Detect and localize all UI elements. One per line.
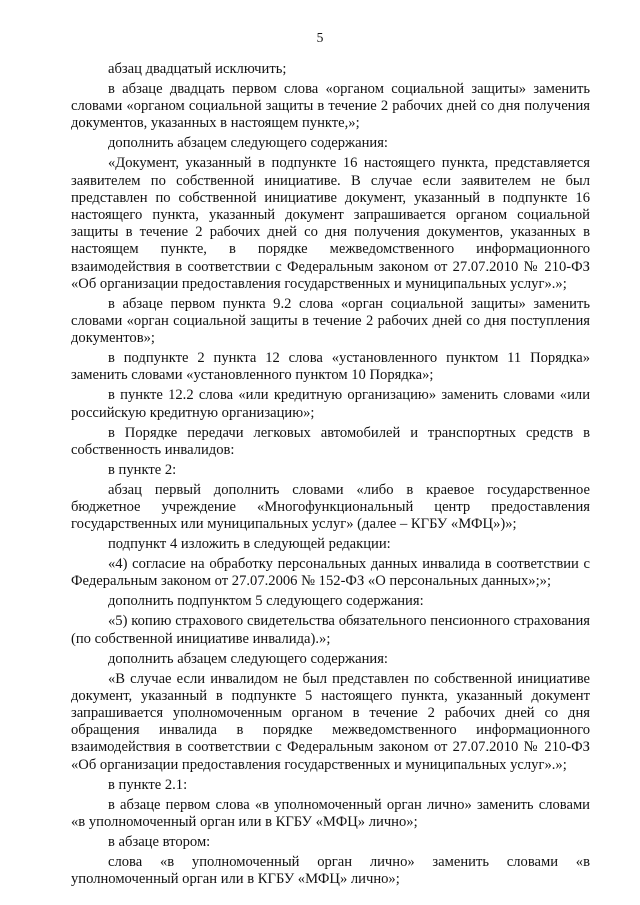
paragraph: в пункте 2.1:: [108, 776, 188, 793]
paragraph: в абзаце первом пункта 9.2 слова «орган социальной защиты» заменить словами «орган социальной защиты в течение 2 рабочих дней со дня поступления документов»;: [71, 295, 590, 347]
paragraph: дополнить подпунктом 5 следующего содержания:: [108, 593, 424, 610]
paragraph: в абзаце двадцать первом слова «органом социальной защиты» заменить словами «органом социальной защиты в течение 2 рабочих дней со дня получения документов, указанных в настоящем пункте,»;: [71, 81, 590, 132]
paragraph: слова «в уполномоченный орган лично» заменить словами «в уполномоченный орган или в КГБУ «МФЦ» лично»;: [71, 853, 590, 888]
paragraph: в абзаце первом слова «в уполномоченный орган лично» заменить словами «в уполномоченный орган или в КГБУ «МФЦ» лично»;: [71, 796, 590, 830]
page-number: 5: [316, 30, 324, 45]
paragraph: в пункте 12.2 слова «или кредитную организацию» заменить словами «или российскую кредитную организацию»;: [71, 387, 590, 421]
paragraph: в абзаце втором:: [108, 833, 211, 850]
paragraph: «5) копию страхового свидетельства обязательного пенсионного страхования (по собственной инициативе инвалида).»;: [71, 613, 590, 647]
paragraph: абзац двадцатый исключить;: [108, 61, 287, 77]
document-body: [71, 61, 590, 891]
paragraph: в Порядке передачи легковых автомобилей и транспортных средств в собственность инвалидов:: [71, 424, 590, 458]
paragraph: абзац первый дополнить словами «либо в краевое государственное бюджетное учреждение «Многофункциональный центр предоставления государственных или муниципальных услуг» (далее – КГБУ «МФЦ»)»;: [71, 481, 590, 533]
paragraph: дополнить абзацем следующего содержания:: [108, 135, 388, 152]
paragraph: «В случае если инвалидом не был представлен по собственной инициативе документ, указанный в подпункте 5 настоящего пункта, указанный документ запрашивается уполномоченным органом в течение 2 рабочих дней со дня обращения инвалида в порядке межведомственного информационного взаимодействия в соответствии с Федеральным законом от 27.07.2010 № 210-ФЗ «Об организации предоставления государственных и муниципальных услуг».»;: [71, 670, 590, 773]
paragraph: в пункте 2:: [108, 461, 177, 478]
paragraph: дополнить абзацем следующего содержания:: [108, 650, 388, 667]
paragraph: «Документ, указанный в подпункте 16 настоящего пункта, представляется заявителем по собственной инициативе. В случае если заявителем не был представлен по собственной инициативе документ, указанный в подпункте 16 настоящего пункта, указанный документ запрашивается органом социальной защиты в течение 2 рабочих дней со дня получения документов, указанных в настоящем пункте, в порядке межведомственного информационного взаимодействия в соответствии с Федеральным законом от 27.07.2010 № 210-ФЗ «Об организации предоставления государственных и муниципальных услуг».»;: [71, 155, 590, 292]
paragraph: подпункт 4 изложить в следующей редакции:: [108, 536, 391, 553]
paragraph: в подпункте 2 пункта 12 слова «установленного пунктом 11 Порядка» заменить словами «установленного пунктом 10 Порядка»;: [71, 350, 590, 384]
paragraph: «4) согласие на обработку персональных данных инвалида в соответствии с Федеральным законом от 27.07.2006 № 152-ФЗ «О персональных данных»;»;: [71, 556, 590, 590]
